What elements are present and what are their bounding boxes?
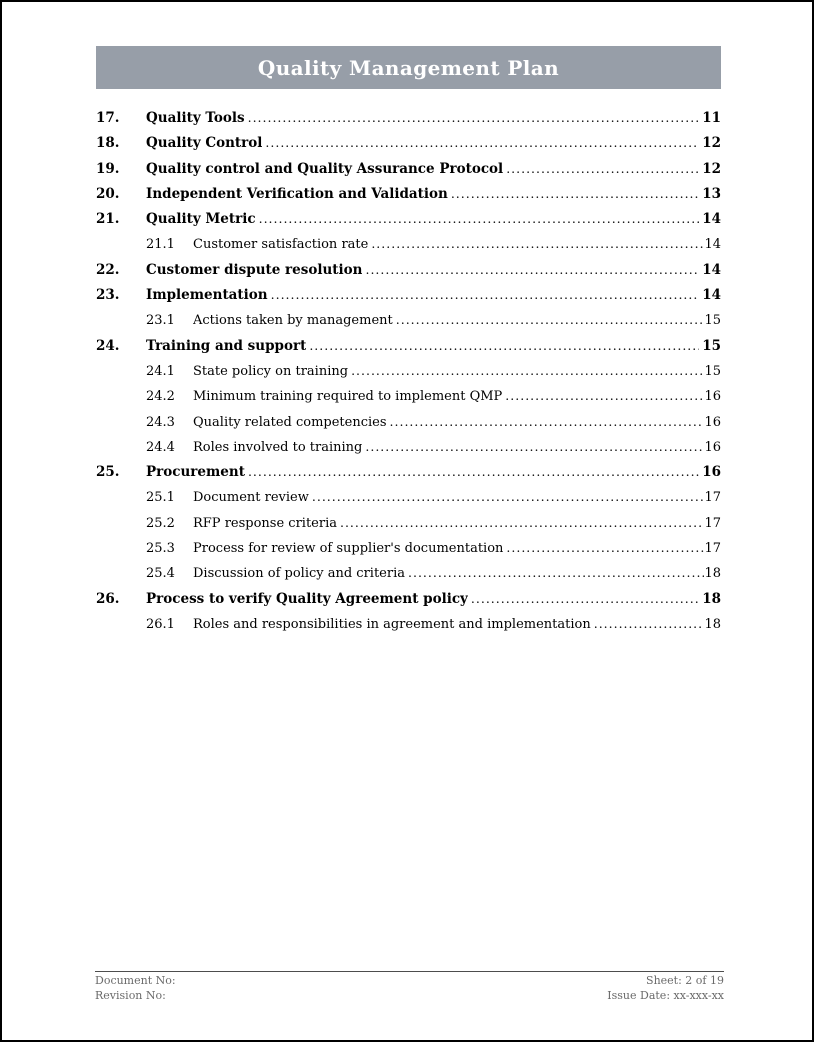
toc-entry-number: 25.1 [146,490,175,506]
toc-entry[interactable] [96,333,721,358]
toc-entry[interactable] [96,560,721,585]
toc-leader-dots [245,105,700,131]
toc-leader-dots [503,156,699,182]
toc-leader-dots [591,611,705,637]
toc-entry-number: 25.3 [146,541,175,557]
toc-entry-number: 18. [96,135,120,152]
toc-entry-title: Customer satisfaction rate [193,237,369,253]
toc-entry[interactable] [96,130,721,155]
toc-entry-page: 18 [704,566,721,582]
toc-entry-title: Roles and responsibilities in agreement and implementation [193,616,591,632]
toc-entry[interactable] [96,181,721,206]
toc-entry-number: 25.4 [146,566,175,582]
toc-entry-page: 18 [704,616,721,632]
toc-entry-number: 24. [96,337,120,354]
toc-entry-page: 16 [702,464,721,481]
toc-entry-title: Process for review of supplier's documentation [193,541,504,557]
toc-entry-page: 17 [704,541,721,557]
toc-entry[interactable] [96,586,721,611]
toc-entry[interactable] [96,484,721,509]
toc-leader-dots [256,206,700,232]
toc-leader-dots [306,333,699,359]
toc-entry-page: 16 [704,389,721,405]
toc-leader-dots [468,586,699,612]
toc-entry[interactable] [96,611,721,636]
toc-entry-number: 23.1 [146,313,175,329]
toc-entry-title: RFP response criteria [193,515,337,531]
toc-entry-title: Actions taken by management [193,313,393,329]
toc-entry-title: Customer dispute resolution [146,261,363,278]
toc-entry[interactable] [96,434,721,459]
toc-entry[interactable] [96,409,721,434]
toc-entry-title: Implementation [146,287,268,304]
toc-entry-title: Quality control and Quality Assurance Protocol [146,160,504,177]
toc-entry-title: Training and support [146,337,307,354]
toc-entry-title: Roles involved to training [193,439,363,455]
toc-entry-page: 15 [704,313,721,329]
toc-entry[interactable] [96,510,721,535]
toc-leader-dots [362,434,704,460]
toc-entry-page: 12 [702,135,721,152]
toc-entry-title: Discussion of policy and criteria [193,566,405,582]
toc-entry-number: 24.1 [146,363,175,379]
toc-entry-number: 19. [96,160,120,177]
page-title: Quality Management Plan [257,55,560,80]
toc-entry[interactable] [96,307,721,332]
toc-leader-dots [337,510,704,536]
toc-entry[interactable] [96,105,721,130]
toc-entry-page: 15 [702,337,721,354]
toc-entry-page: 17 [704,490,721,506]
toc-entry-number: 20. [96,185,120,202]
toc-entry-page: 11 [702,110,721,126]
toc-entry-number: 24.2 [146,389,175,405]
toc-leader-dots [387,409,705,435]
toc-entry-number: 23. [96,287,120,304]
document-header-band [96,46,721,89]
footer-right-column [607,974,724,1003]
sheet-label: Sheet: 2 of 19 [646,974,724,987]
toc-leader-dots [368,231,704,257]
toc-entry[interactable] [96,206,721,231]
toc-leader-dots [393,307,705,333]
toc-entry[interactable] [96,156,721,181]
toc-entry-page: 17 [704,515,721,531]
toc-entry-page: 16 [704,439,721,455]
toc-entry-title: Quality Tools [146,110,245,126]
revision-no-label: Revision No: [95,988,166,1002]
issue-date-label: Issue Date: xx-xxx-xx [607,988,724,1002]
toc-entry-number: 22. [96,261,120,278]
toc-entry-number: 24.4 [146,439,175,455]
toc-entry-title: Process to verify Quality Agreement policy [146,590,468,607]
toc-leader-dots [245,459,699,485]
toc-entry-number: 21. [96,211,120,228]
toc-leader-dots [503,535,704,561]
toc-entry-page: 14 [704,237,721,253]
toc-entry-page: 14 [702,287,721,304]
toc-entry-number: 17. [96,110,120,126]
toc-entry-title: Minimum training required to implement QMP [193,389,503,405]
document-no-label: Document No: [95,974,176,987]
toc-leader-dots [502,383,704,409]
toc-entry-number: 25.2 [146,515,175,531]
toc-entry-page: 14 [702,211,721,228]
toc-leader-dots [268,282,700,308]
toc-entry-number: 24.3 [146,414,175,430]
toc-entry-number: 21.1 [146,237,175,253]
toc-entry[interactable] [96,257,721,282]
toc-entry-title: State policy on training [193,363,349,379]
toc-entry-page: 15 [704,363,721,379]
toc-entry-title: Quality Metric [146,211,256,228]
toc-leader-dots [309,484,705,510]
toc-entry-page: 12 [702,160,721,177]
toc-leader-dots [448,181,699,207]
toc-entry-title: Quality Control [146,135,263,152]
toc-entry-number: 25. [96,464,120,481]
toc-entry-page: 18 [702,590,721,607]
toc-leader-dots [262,130,699,156]
toc-entry[interactable] [96,282,721,307]
toc-entry[interactable] [96,231,721,256]
toc-entry-number: 26.1 [146,616,175,632]
toc-entry-page: 13 [702,185,721,202]
toc-entry[interactable] [96,535,721,560]
toc-entry-page: 14 [702,261,721,278]
toc-entry[interactable] [96,358,721,383]
toc-entry-page: 16 [704,414,721,430]
toc-leader-dots [405,560,704,586]
toc-entry-title: Procurement [146,464,245,481]
toc-list [96,105,721,636]
toc-leader-dots [348,358,704,384]
toc-entry-number: 26. [96,590,120,607]
page-footer [95,971,724,1003]
footer-left-column [95,974,176,1003]
toc-leader-dots [362,257,699,283]
toc-entry[interactable] [96,383,721,408]
toc-entry-title: Document review [193,490,309,506]
toc-entry[interactable] [96,459,721,484]
toc-entry-title: Independent Verification and Validation [146,185,448,202]
toc-entry-title: Quality related competencies [193,414,387,430]
